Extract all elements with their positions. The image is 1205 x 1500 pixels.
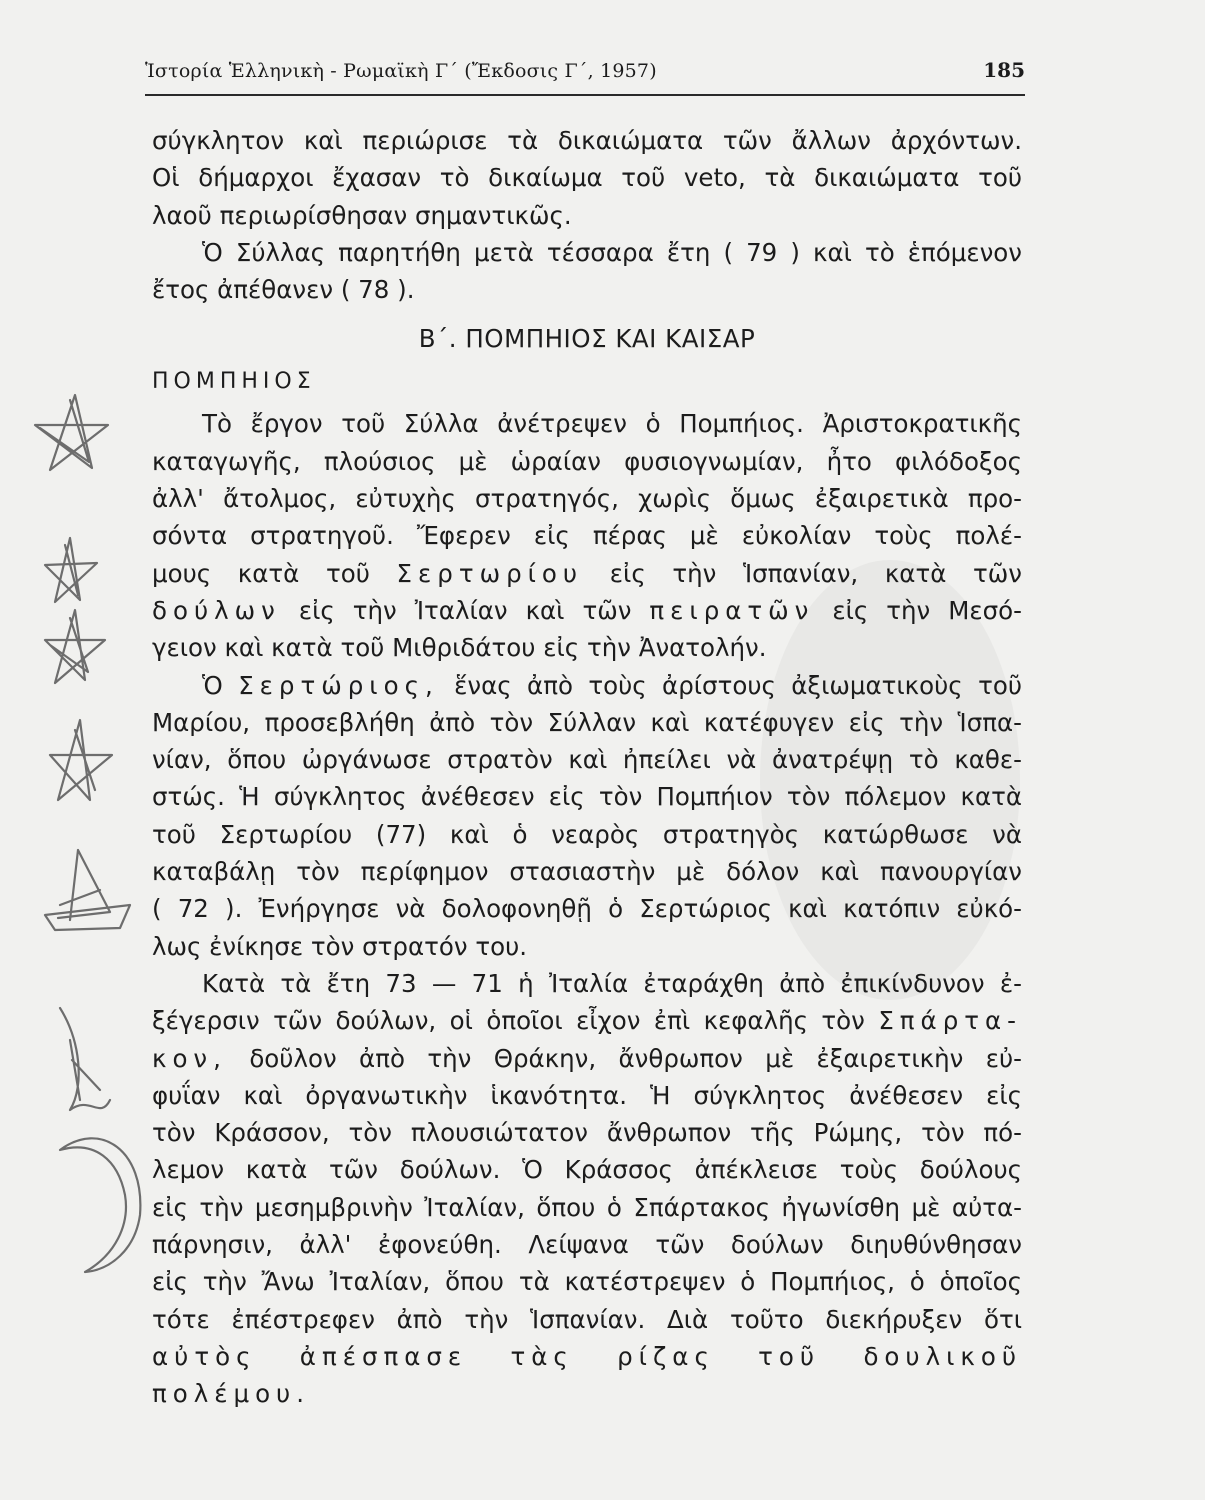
text-line: Ὁ Σύλλας παρητήθη μετὰ τέσσαρα ἔτη ( 79 ) καὶ τὸ ἑπόμενον xyxy=(202,237,1022,267)
spaced-name: Σερτώριος, xyxy=(238,670,439,700)
subheading: ΠΟΜΠΗΙΟΣ xyxy=(152,369,316,395)
text-run: δοῦλον ἀπὸ τὴν Θράκην, ἄνθρωπον μὲ ἐξαιρετικὴν εὐ- xyxy=(249,1043,1022,1073)
text-line: σόντα στρατηγοῦ. Ἔφερεν εἰς πέρας μὲ εὐκολίαν τοὺς πολέ- xyxy=(152,521,1022,551)
text-line: γειον καὶ κατὰ τοῦ Μιθριδάτου εἰς τὴν Ἀνατολήν. xyxy=(152,633,767,663)
text-line: ἔτος ἀπέθανεν ( 78 ). xyxy=(152,275,415,305)
text-line: φυΐαν καὶ ὀργανωτικὴν ἱκανότητα. Ἡ σύγκλητος ἀνέθεσεν εἰς xyxy=(152,1080,1022,1110)
text-line: λως ἐνίκησε τὸν στρατόν του. xyxy=(152,931,528,961)
text-line: Κατὰ τὰ ἔτη 73 — 71 ἡ Ἰταλία ἐταράχθη ἀπὸ ἐπικίνδυνον ἐ- xyxy=(202,968,1022,998)
page-number: 185 xyxy=(983,58,1025,82)
crescent-doodle-2-icon xyxy=(60,1138,140,1272)
star-doodle-4-icon xyxy=(50,720,112,800)
text-line xyxy=(152,1040,1022,1077)
text-line: Τὸ ἔργον τοῦ Σύλλα ἀνέτρεψεν ὁ Πομπήιος. Ἀριστοκρατικῆς xyxy=(202,409,1022,439)
section-heading: Β΄. ΠΟΜΠΗΙΟΣ ΚΑΙ ΚΑΙΣΑΡ xyxy=(418,324,756,354)
text-line: πάρνησιν, ἀλλ' ἐφονεύθη. Λείψανα τῶν δούλων διηυθύνθησαν xyxy=(152,1230,1022,1260)
spaced-name: πειρατῶν xyxy=(649,595,815,625)
text-run: ξέγερσιν τῶν δούλων, οἱ ὁποῖοι εἶχον ἐπὶ κεφαλῆς τὸν xyxy=(152,1006,865,1036)
text-line: τότε ἐπέστρεφεν ἀπὸ τὴν Ἱσπανίαν. Διὰ τοῦτο διεκήρυξεν ὅτι xyxy=(152,1304,1022,1334)
spaced-text-line: πολέμου. xyxy=(152,1379,311,1409)
paragraph-5 xyxy=(152,965,1022,1413)
text-line: τὸν Κράσσον, τὸν πλουσιώτατον ἄνθρωπον τῆς Ρώμης, τὸν πό- xyxy=(152,1118,1022,1148)
text-line: τοῦ Σερτωρίου (77) καὶ ὁ νεαρὸς στρατηγὸς κατώρθωσε νὰ xyxy=(152,819,1022,849)
text-line: καταγωγῆς, πλούσιος μὲ ὡραίαν φυσιογνωμίαν, ἦτο φιλόδοξος xyxy=(152,446,1022,476)
spaced-name: Σερτωρίου xyxy=(396,558,584,588)
text-run: εἰς τὴν Μεσό- xyxy=(832,595,1022,625)
crescent-doodle-1-icon xyxy=(60,1008,110,1110)
star-doodle-3-icon xyxy=(45,610,105,683)
text-line xyxy=(152,1002,1022,1039)
text-line xyxy=(152,555,1022,592)
boat-doodle-icon xyxy=(45,850,130,930)
text-run: μους κατὰ τοῦ xyxy=(152,558,370,588)
text-line: εἰς τὴν μεσημβρινὴν Ἰταλίαν, ὅπου ὁ Σπάρτακος ἠγωνίσθη μὲ αὐτα- xyxy=(152,1192,1022,1222)
text-line: ( 72 ). Ἐνήργησε νὰ δολοφονηθῇ ὁ Σερτώριος καὶ κατόπιν εὐκό- xyxy=(152,894,1022,924)
text-run: ἕνας ἀπὸ τοὺς ἀρίστους ἀξιωματικοὺς τοῦ xyxy=(454,670,1022,700)
spaced-text-line: αὐτὸς ἀπέσπασε τὰς ρίζας τοῦ δουλικοῦ xyxy=(152,1341,1022,1371)
star-doodle-2-icon xyxy=(45,538,97,602)
star-doodle-1-icon xyxy=(35,395,108,470)
paragraph-2 xyxy=(152,234,1022,309)
text-run: Ὁ xyxy=(202,670,223,700)
main-text xyxy=(152,122,1022,1413)
paragraph-3 xyxy=(152,405,1022,666)
paragraph-4 xyxy=(152,667,1022,965)
text-line: καταβάλῃ τὸν περίφημον στασιαστὴν μὲ δόλον καὶ πανουργίαν xyxy=(152,857,1022,887)
spaced-name: δούλων xyxy=(152,595,281,625)
running-header xyxy=(145,58,1025,96)
text-line: σύγκλητον καὶ περιώρισε τὰ δικαιώματα τῶν ἄλλων ἀρχόντων. xyxy=(152,126,1022,155)
text-run: εἰς τὴν Ἱσπανίαν, κατὰ τῶν xyxy=(609,558,1022,588)
text-line: στώς. Ἡ σύγκλητος ἀνέθεσεν εἰς τὸν Πομπήιον τὸν πόλεμον κατὰ xyxy=(152,782,1022,812)
spaced-name: Σπάρτα- xyxy=(878,1006,1022,1036)
text-line: Μαρίου, προσεβλήθη ἀπὸ τὸν Σύλλαν καὶ κατέφυγεν εἰς τὴν Ἱσπα- xyxy=(152,707,1022,737)
text-line: λεμον κατὰ τῶν δούλων. Ὁ Κράσσος ἀπέκλεισε τοὺς δούλους xyxy=(152,1155,1022,1185)
text-line xyxy=(152,667,1022,704)
text-line: εἰς τὴν Ἄνω Ἰταλίαν, ὅπου τὰ κατέστρεψεν ὁ Πομπήιος, ὁ ὁποῖος xyxy=(152,1267,1022,1297)
text-line: λαοῦ περιωρίσθησαν σημαντικῶς. xyxy=(152,200,572,230)
spaced-name: κον, xyxy=(152,1043,227,1073)
text-line: Οἱ δήμαρχοι ἔχασαν τὸ δικαίωμα τοῦ veto, τὰ δικαιώματα τοῦ xyxy=(152,163,1022,193)
margin-pencil-doodles xyxy=(0,0,150,1500)
paragraph-1 xyxy=(152,122,1022,234)
text-run: εἰς τὴν Ἰταλίαν καὶ τῶν xyxy=(298,595,632,625)
text-line: ἀλλ' ἄτολμος, εὐτυχὴς στρατηγός, χωρὶς ὅμως ἐξαιρετικὰ προ- xyxy=(152,484,1022,514)
text-line xyxy=(152,592,1022,629)
header-title: Ἱστορία Ἑλληνικὴ - Ρωμαϊκὴ Γ΄ (Ἔκδοσις Γ΄, 1957) xyxy=(145,60,657,82)
text-line: νίαν, ὅπου ὠργάνωσε στρατὸν καὶ ἠπείλει νὰ ἀνατρέψῃ τὸ καθε- xyxy=(152,745,1022,775)
